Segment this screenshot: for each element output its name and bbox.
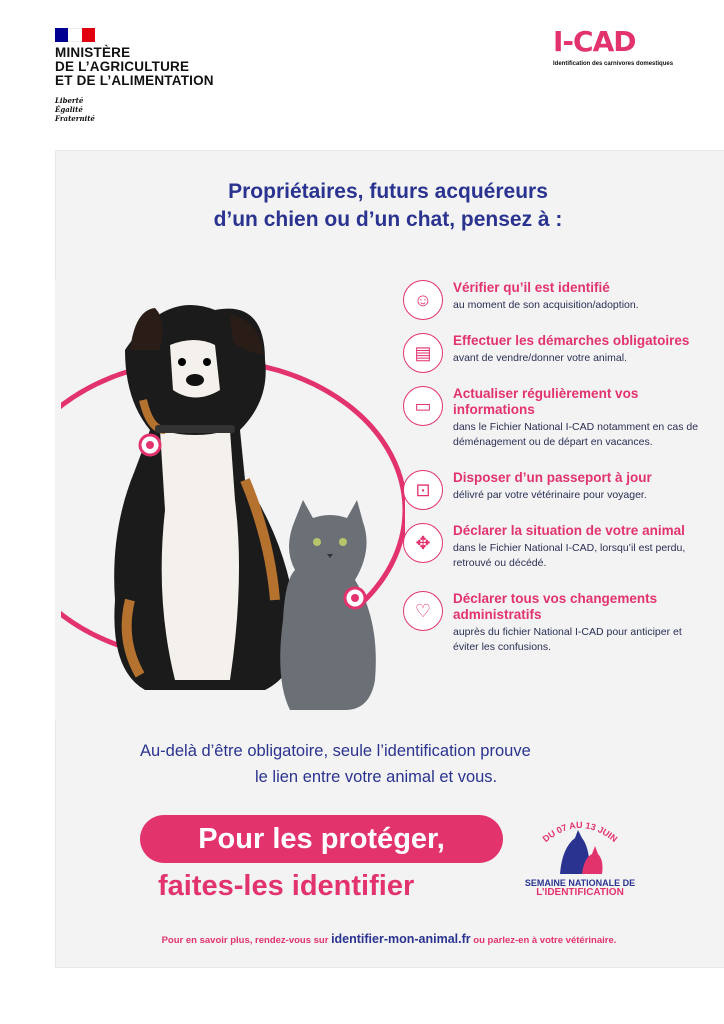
item-title: Vérifier qu’il est identifié (453, 280, 610, 295)
laptop-icon: ▭ (403, 386, 443, 426)
item-desc: dans le Fichier National I-CAD, lorsqu’il est perdu, retrouvé ou décédé. (453, 542, 686, 569)
checklist-item-verify (403, 280, 703, 313)
checklist-item-admin-changes (403, 591, 703, 655)
icad-logo-word: I-CAD (553, 25, 636, 58)
headline-line-2: d’un chien ou d’un chat, pensez à : (213, 208, 563, 231)
item-title: Disposer d’un passeport à jour (453, 470, 652, 485)
document-icon: ▤ (403, 333, 443, 373)
paw-search-icon: ✥ (403, 523, 443, 563)
item-title: Déclarer tous vos changements administratifs (453, 591, 658, 622)
identification-statement (140, 738, 700, 790)
checklist-item-passport (403, 470, 703, 503)
marianne-flag-logo (55, 28, 95, 42)
paw-heart-icon: ♡ (403, 591, 443, 631)
week-title-line-2: L’IDENTIFICATION (536, 887, 624, 898)
user-search-icon: ☺ (403, 280, 443, 320)
national-identification-week-badge (520, 808, 640, 908)
republic-motto (55, 96, 95, 123)
motto-liberte: Liberté (55, 96, 84, 105)
footer-text-after: ou parlez-en à votre vétérinaire. (470, 935, 617, 946)
headline (0, 178, 724, 234)
dog-image (114, 305, 297, 690)
motto-egalite: Égalité (55, 105, 83, 114)
statement-line-1: Au-delà d’être obligatoire, seule l’identification prouve (140, 742, 531, 760)
footer-url-link[interactable]: identifier-mon-animal.fr (331, 932, 471, 946)
item-title: Effectuer les démarches obligatoires (453, 333, 690, 348)
ministry-line-2: DE L’AGRICULTURE (55, 59, 190, 74)
statement-line-2: le lien entre votre animal et vous. (255, 768, 498, 786)
icad-logo (553, 24, 673, 74)
ministry-name (55, 46, 214, 88)
cta-line-2: faites-les identifier (158, 870, 415, 902)
ministry-line-3: ET DE L’ALIMENTATION (55, 73, 214, 88)
ministry-line-1: MINISTÈRE (55, 45, 131, 60)
week-badge-graphic (520, 808, 640, 878)
icad-logo-subtitle: Identification des carnivores domestiques (553, 61, 674, 67)
week-title-line-1: SEMAINE NATIONALE DE (524, 878, 636, 888)
footer-note (0, 932, 724, 946)
item-desc: dans le Fichier National I-CAD notamment en cas de déménagement ou de départ en vacances. (453, 421, 699, 448)
cta-pill: Pour les protéger, (140, 815, 503, 863)
item-desc: au moment de son acquisition/adoption. (453, 299, 639, 311)
checklist (403, 280, 703, 655)
suitcase-icon: ⊡ (403, 470, 443, 510)
item-title: Actualiser régulièrement vos informations (453, 386, 639, 417)
checklist-item-situation (403, 523, 703, 571)
item-desc: avant de vendre/donner votre animal. (453, 352, 627, 364)
week-dates: DU 07 AU 13 JUIN (540, 819, 620, 845)
dog-and-cat-illustration (55, 280, 405, 720)
headline-line-1: Propriétaires, futurs acquéreurs (228, 180, 548, 203)
item-desc: délivré par votre vétérinaire pour voyager. (453, 489, 647, 501)
checklist-item-update (403, 386, 703, 450)
item-desc: auprès du fichier National I-CAD pour anticiper et éviter les confusions. (453, 626, 682, 653)
motto-fraternite: Fraternité (55, 114, 95, 123)
checklist-item-procedures (403, 333, 703, 366)
item-title: Déclarer la situation de votre animal (453, 523, 685, 538)
footer-text-before: Pour en savoir plus, rendez-vous sur (161, 935, 332, 946)
